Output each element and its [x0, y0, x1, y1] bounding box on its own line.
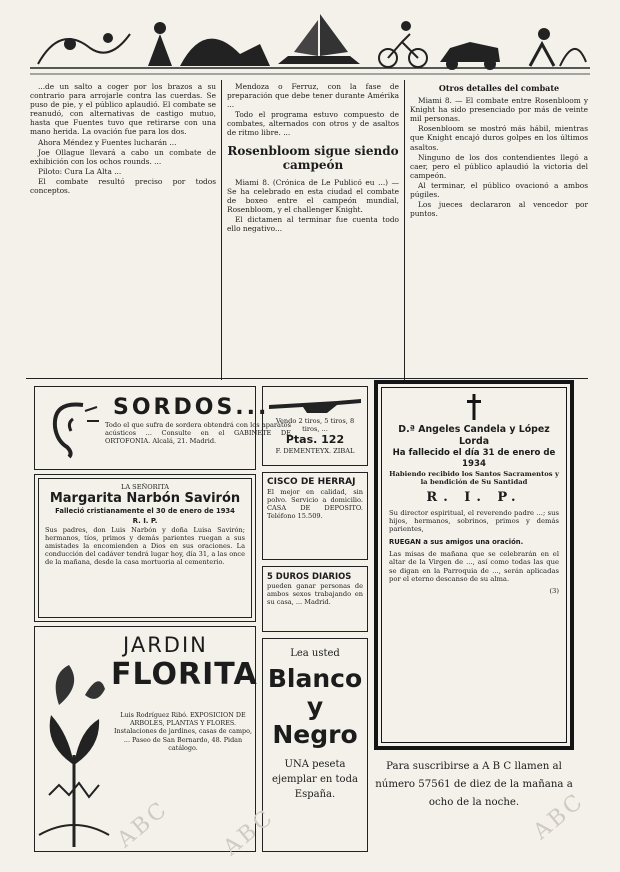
paragraph: El dictamen al terminar fue cuenta todo ello negativo...	[227, 214, 399, 234]
esquela2-name: D.ª Angeles Candela y López Lorda	[398, 424, 550, 447]
sports-illustration-header	[30, 4, 590, 80]
paragraph: Piloto: Cura La Alta ...	[38, 166, 122, 176]
esquela2-rip: R. I. P.	[426, 489, 522, 505]
paragraph: Ninguno de los dos contendientes llegó a caer, pero el público aplaudió la victoria del campeón.	[410, 152, 588, 180]
paragraph: Joe Ollague llevará a cabo un combate de exhibición con los ochos rounds. ...	[30, 147, 216, 166]
cross-icon	[466, 394, 482, 420]
paragraph: Miami 8. — El combate entre Rosenbloom y Knight ha sido presenciado por más de veinte mil personas.	[410, 96, 588, 124]
esquela-name: Margarita Narbón Savirón	[49, 491, 241, 506]
blanco-title2: y Negro	[272, 692, 358, 749]
ad-sordos	[34, 386, 291, 470]
cisco-title: CISCO DE HERRAJ	[267, 477, 356, 487]
paragraph: Todo el programa estuvo compuesto de combates, alternados con otros y de asaltos de ritmo libre. ...	[227, 110, 399, 138]
esquela2-body1: Su director espiritual, el reverendo padre ...; sus hijos, hermanos, sobrinos, primos y demás parientes,	[389, 508, 559, 534]
esquela2-sub: Habiendo recibido los Santos Sacramentos y la bendición de Su Santidad	[389, 470, 559, 487]
duros-title: 5 DUROS DIARIOS	[267, 571, 352, 581]
garden-illustration	[39, 635, 109, 847]
obituary-margarita	[34, 474, 256, 622]
subscription-notice: Para suscribirse a A B C llamen al número 57561 de diez de la mañana a ocho de la noche.	[375, 761, 573, 808]
column-rule-1	[221, 80, 222, 380]
esquela-rip: R. I. P.	[132, 517, 158, 525]
paragraph: Al terminar, el público ovacionó a ambos púgiles.	[410, 180, 588, 200]
sordos-title: SORDOS...	[113, 395, 270, 420]
rifle-icon	[267, 391, 363, 417]
sordos-body: Todo el que sufra de sordera obtendrá con los aparatos acústicos ... Consulte en el GABINETE DE ORTOFONIA. Alcalá, 21. Madrid.	[105, 421, 291, 445]
ad-duros	[262, 566, 368, 632]
watermark: ABC	[528, 788, 590, 845]
cisco-body: El mejor en calidad, sin polvo. Servicio a domicilio. CASA DE DEPOSITO. Teléfono 15.509.	[267, 488, 363, 520]
article-column-2	[227, 82, 399, 374]
obituary-angeles	[374, 380, 574, 750]
duros-body: pueden ganar personas de ambos sexos trabajando en su casa, ... Madrid.	[267, 582, 363, 606]
ad-cisco	[262, 472, 368, 560]
paragraph: Miami 8. (Crónica de Le Publicó eu ...) — Se ha celebrado en esta ciudad el combate de boxeo entre el campeón mundial, Rosenbloom, y el challenger Knight.	[227, 177, 399, 214]
headline-rosenbloom: Rosenbloom sigue siendo campeón	[227, 143, 399, 172]
esquela2-fallecio: Ha fallecido el día 31 de enero de 1934	[392, 448, 556, 469]
ear-icon	[43, 397, 101, 461]
header-illustration	[30, 4, 590, 80]
jardin-line1: JARDIN	[123, 633, 208, 657]
escopeta-line3: F. DEMENTEYX. ZIBAL	[275, 447, 355, 455]
paragraph: Rosenbloom se mostró más hábil, mientras que Knight encajó duros golpes en los últimos asaltos.	[410, 124, 588, 152]
escopeta-line1: Vendo 2 tiros, 5 tiros, 8 tiros, ...	[275, 417, 355, 433]
ad-blanco-y-negro	[262, 638, 368, 852]
paragraph: Ahora Méndez y Fuentes lucharán ...	[38, 137, 177, 147]
ad-escopeta	[262, 386, 368, 466]
subheading: Otros detalles del combate	[438, 83, 560, 93]
blanco-title1: Blanco	[267, 664, 363, 693]
esquela-fallecio: Falleció cristianamente el 30 de enero de 1934	[55, 507, 235, 515]
paragraph: El combate resultó preciso por todos conceptos.	[30, 176, 216, 196]
column-rule-2	[404, 80, 405, 380]
watermark: ABC	[218, 804, 280, 861]
esquela2-foot: (3)	[549, 587, 559, 596]
jardin-line2: FLORITA	[111, 657, 258, 692]
paragraph: Mendoza o Ferruz, con la fase de preparación que debe tener durante Amérika ...	[227, 82, 399, 110]
paragraph: ...de un salto a coger por los brazos a su contrario para arrojarle contra las cuerdas. Se puso de pie, y el público aplaudió. El combate se reanudó, con alternativas de castigo mutuo, hasta que Fuentes tuvo que retirarse con una mano herida. La ovación fue para los dos.	[30, 82, 216, 137]
article-column-3	[410, 82, 588, 374]
esquela-label: LA SEÑORITA	[120, 483, 170, 491]
jardin-text: Luis Rodríguez Ribó. EXPOSICION DE ARBOLES, PLANTAS Y FLORES. Instalaciones de jardines, casas de campo, ... Paseo de San Bernardo, 48. Pidan catálogo.	[113, 711, 253, 752]
esquela2-ruegan: RUEGAN a sus amigos una oración.	[389, 537, 524, 546]
watermark: ABC	[112, 796, 174, 853]
blanco-price: UNA peseta ejemplar en toda España.	[272, 759, 358, 800]
blanco-lead: Lea usted	[290, 648, 340, 659]
section-rule	[26, 378, 588, 379]
article-column-1	[30, 82, 216, 374]
escopeta-price: Ptas. 122	[285, 433, 345, 446]
esquela-body: Sus padres, don Luis Narbón y doña Luisa Savirón; hermanos, tíos, primos y demás parientes ruegan a sus amistades la encomienden a Dios en sus oraciones. La conducción del cadáver tendrá lugar hoy, día 31, a las once de la mañana, desde la casa mortuoria al cementerio.	[45, 526, 245, 566]
esquela2-body2: Las misas de mañana que se celebrarán en el altar de la Virgen de ..., así como todas las que se digan en la Parroquia de ..., serán aplicadas por el eterno descanso de su alma.	[389, 550, 559, 583]
paragraph: Los jueces declararon al vencedor por puntos.	[410, 200, 588, 219]
